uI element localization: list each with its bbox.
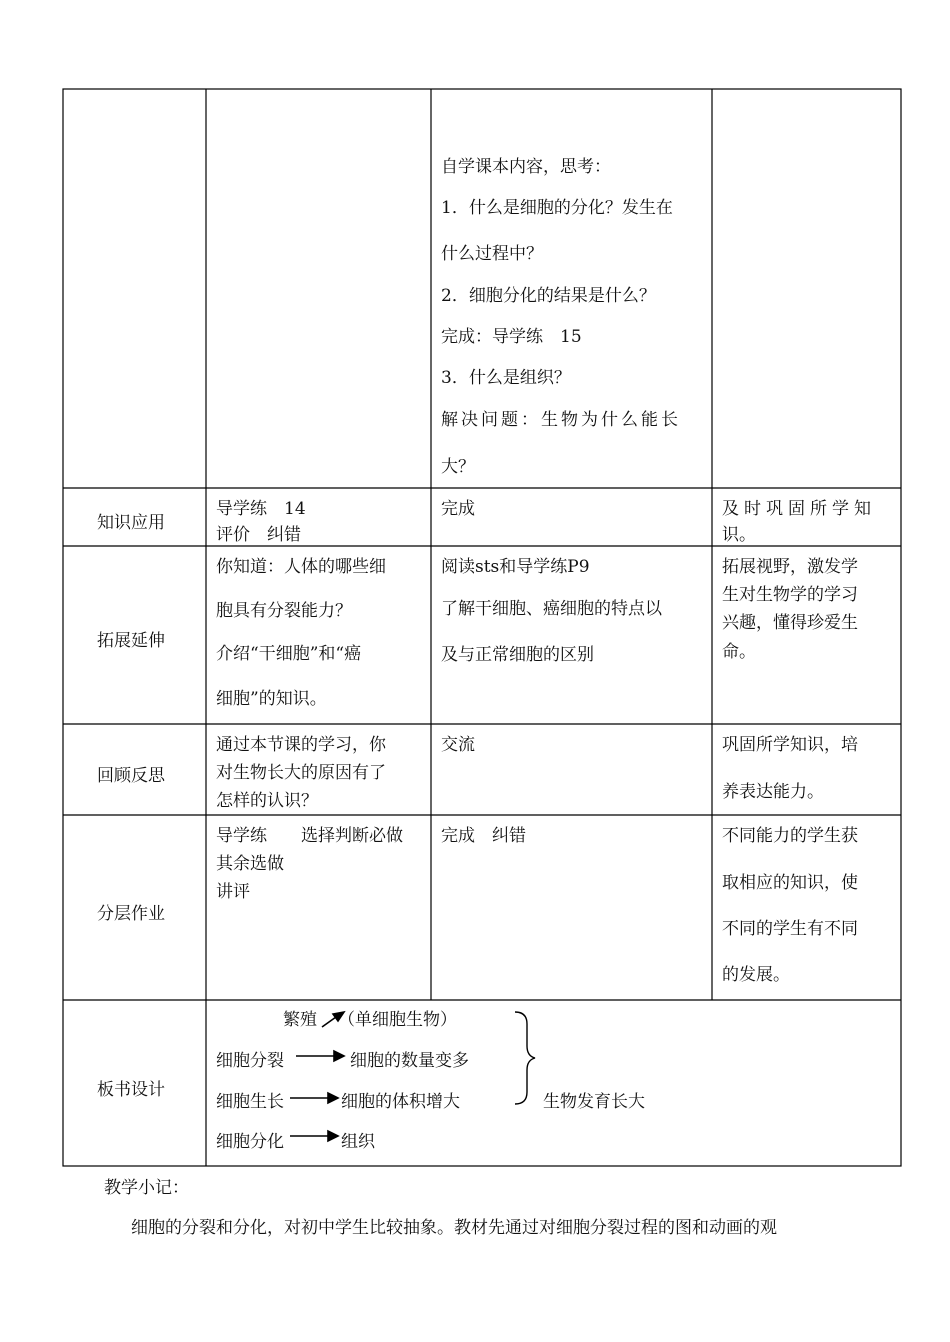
activity-line: 大？ — [441, 457, 475, 477]
purpose-line: 养表达能力。 — [722, 782, 824, 802]
purpose-line: 及时巩固所学知 — [722, 499, 876, 519]
board-conclusion: 生物发育长大 — [543, 1092, 645, 1112]
activity-line: 什么过程中？ — [441, 244, 543, 264]
activity-line: 完成：导学练 15 — [441, 327, 582, 347]
brace-icon — [515, 1012, 535, 1104]
board-single-cell: （单细胞生物） — [338, 1010, 457, 1030]
teacher-line: 通过本节课的学习，你 — [216, 735, 386, 755]
board-arrows — [290, 1012, 344, 1141]
row-label-review: 回顾反思 — [97, 766, 165, 786]
board-fanzhi: 繁殖 — [283, 1010, 317, 1030]
student-line: 及与正常细胞的区别 — [441, 645, 594, 665]
purpose-line: 的发展。 — [722, 965, 790, 985]
teacher-line: 导学练 14 — [216, 499, 306, 519]
board-shengzhang-result: 细胞的体积增大 — [341, 1092, 460, 1112]
teacher-line: 导学练 选择判断必做 — [216, 826, 403, 846]
board-fenhua-result: 组织 — [341, 1132, 375, 1152]
board-fenlie: 细胞分裂 — [216, 1051, 284, 1071]
teacher-line: 胞具有分裂能力？ — [216, 601, 352, 621]
purpose-line: 巩固所学知识，培 — [722, 735, 858, 755]
purpose-line: 不同的学生有不同 — [722, 919, 858, 939]
notes-text: 细胞的分裂和分化，对初中学生比较抽象。教材先通过对细胞分裂过程的图和动画的观 — [131, 1218, 777, 1238]
student-text: 完成 — [441, 499, 475, 519]
teacher-line: 怎样的认识？ — [216, 791, 318, 811]
purpose-line: 兴趣，懂得珍爱生 — [722, 613, 858, 633]
board-fenhua: 细胞分化 — [216, 1132, 284, 1152]
student-line: 了解干细胞、癌细胞的特点以 — [441, 599, 662, 619]
activity-line: 2．细胞分化的结果是什么？ — [441, 286, 656, 306]
student-line: 阅读sts和导学练P9 — [441, 557, 590, 577]
purpose-line: 不同能力的学生获 — [722, 826, 858, 846]
teacher-line: 你知道：人体的哪些细 — [216, 557, 386, 577]
teacher-line: 讲评 — [216, 882, 250, 902]
row-label-knowledge-application: 知识应用 — [97, 513, 165, 533]
activity-line: 3．什么是组织？ — [441, 368, 571, 388]
teacher-line: 其余选做 — [216, 854, 284, 874]
purpose-line: 取相应的知识，使 — [722, 873, 858, 893]
row-label-extension: 拓展延伸 — [97, 631, 165, 651]
teacher-line: 介绍“干细胞”和“癌 — [216, 644, 362, 664]
row-label-board-design: 板书设计 — [97, 1080, 165, 1100]
teacher-line: 对生物长大的原因有了 — [216, 763, 386, 783]
teacher-line: 评价 纠错 — [216, 525, 301, 545]
row-label-homework: 分层作业 — [97, 904, 165, 924]
student-text: 交流 — [441, 735, 475, 755]
student-text: 完成 纠错 — [441, 826, 526, 846]
board-shengzhang: 细胞生长 — [216, 1092, 284, 1112]
activity-line: 自学课本内容，思考： — [441, 157, 611, 177]
purpose-line: 识。 — [722, 525, 756, 545]
purpose-line: 命。 — [722, 642, 756, 662]
purpose-line: 生对生物学的学习 — [722, 585, 858, 605]
board-fenlie-result: 细胞的数量变多 — [350, 1051, 469, 1071]
notes-title: 教学小记： — [104, 1178, 189, 1198]
teacher-line: 细胞”的知识。 — [216, 689, 327, 709]
activity-line: 1．什么是细胞的分化？发生在 — [441, 198, 673, 218]
activity-line: 解决问题：生物为什么能长 — [441, 410, 681, 430]
purpose-line: 拓展视野，激发学 — [722, 557, 858, 577]
